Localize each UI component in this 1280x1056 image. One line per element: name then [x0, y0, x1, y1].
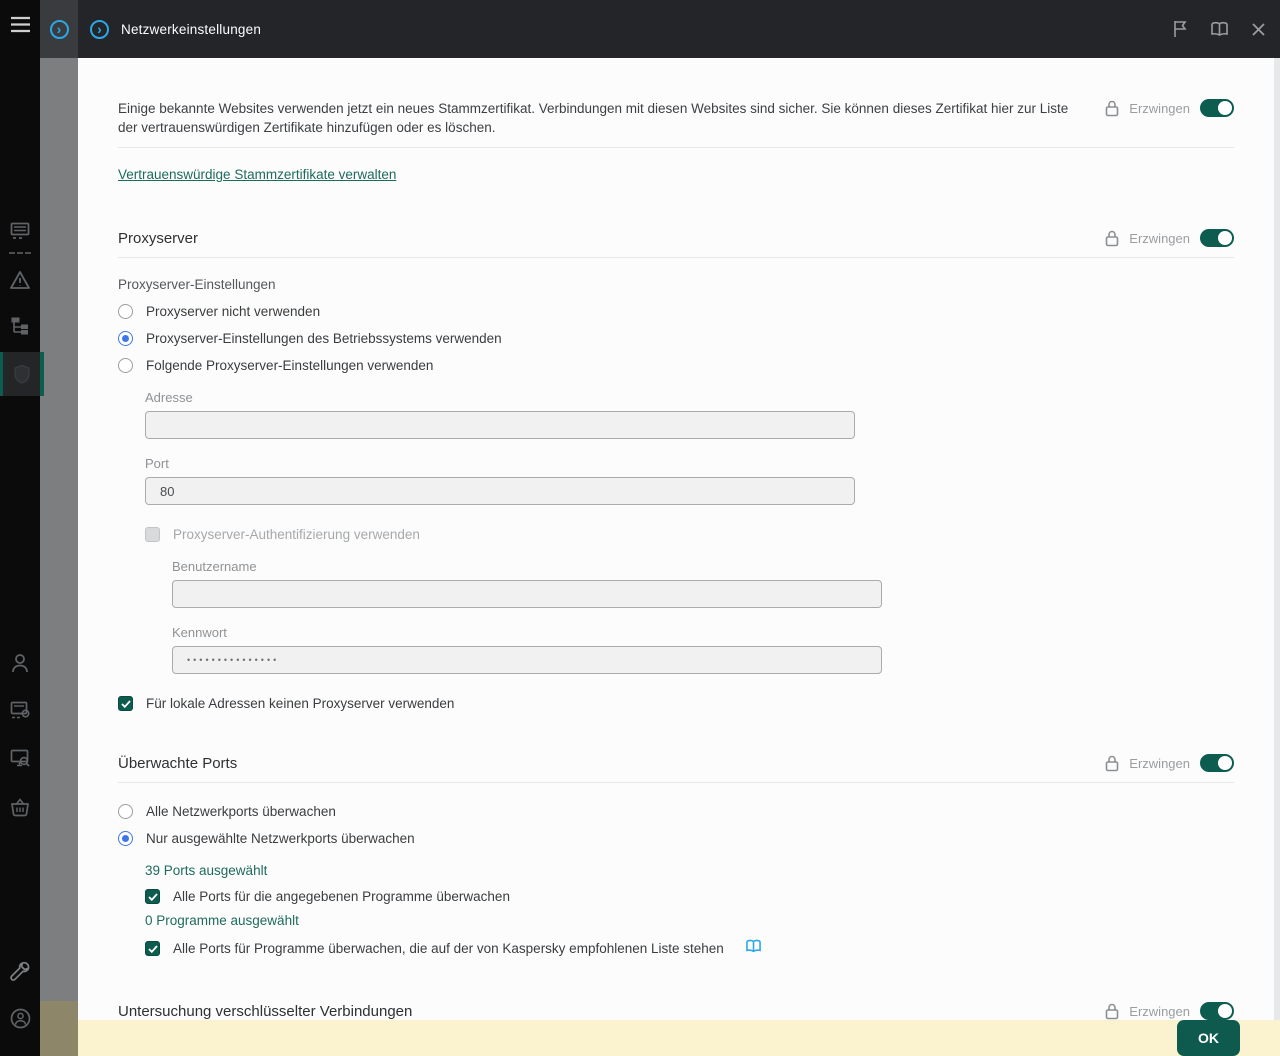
book-icon[interactable]: [1210, 21, 1229, 37]
enforce-label: Erzwingen: [1129, 755, 1190, 771]
proxy-option-none[interactable]: Proxyserver nicht verwenden: [118, 304, 1234, 319]
encrypted-toggle[interactable]: [1200, 1002, 1234, 1020]
enforce-label: Erzwingen: [1129, 100, 1190, 116]
hamburger-icon[interactable]: [0, 16, 40, 33]
policy-icon: ›: [90, 20, 109, 39]
proxy-auth-checkbox-row[interactable]: Proxyserver-Authentifizierung verwenden: [145, 527, 1234, 542]
warning-icon[interactable]: [0, 270, 40, 290]
wrench-icon[interactable]: [0, 961, 40, 981]
ports-option-all[interactable]: Alle Netzwerkports überwachen: [118, 804, 1234, 819]
ports-section-title: Überwachte Ports: [118, 754, 238, 772]
ports-toggle[interactable]: [1200, 754, 1234, 772]
encrypted-section-title: Untersuchung verschlüsselter Verbindungen: [118, 1002, 413, 1020]
password-input[interactable]: [172, 646, 882, 674]
active-policy-tab[interactable]: [40, 0, 78, 58]
ports-selected-link[interactable]: 39 Ports ausgewählt: [145, 863, 268, 878]
password-label: Kennwort: [172, 625, 227, 640]
address-label: Adresse: [145, 390, 193, 405]
lock-icon: [1105, 230, 1119, 247]
dimmed-background: [40, 58, 78, 1056]
proxy-option-custom[interactable]: Folgende Proxyserver-Einstellungen verwenden: [118, 358, 1234, 373]
shield-icon: [13, 364, 31, 384]
scrollbar[interactable]: [1274, 58, 1280, 1020]
enforce-control: [1105, 229, 1234, 247]
address-input[interactable]: [145, 411, 855, 439]
monitor-search-icon[interactable]: [0, 749, 40, 769]
proxy-toggle[interactable]: [1200, 229, 1234, 247]
username-input[interactable]: [172, 580, 882, 608]
certificate-toggle[interactable]: [1200, 99, 1234, 117]
flag-icon[interactable]: [1172, 20, 1188, 38]
divider: [118, 782, 1234, 783]
bypass-local-checkbox-row[interactable]: Für lokale Adressen keinen Proxyserver verwenden: [118, 696, 1234, 711]
radio-selected[interactable]: [118, 331, 133, 346]
enforce-control: [1105, 1002, 1234, 1020]
radio-unselected[interactable]: [118, 304, 133, 319]
policy-icon: ›: [50, 20, 69, 39]
dialog-footer: [78, 1020, 1280, 1056]
account-icon[interactable]: [0, 1008, 40, 1029]
page-title: Netzwerkeinstellungen: [121, 21, 262, 37]
enforce-control: [1105, 99, 1234, 117]
programs-selected-link[interactable]: 0 Programme ausgewählt: [145, 913, 299, 928]
window-gear-icon[interactable]: [0, 701, 40, 720]
hierarchy-icon[interactable]: [0, 316, 40, 336]
dimmed-footer: [40, 1001, 78, 1056]
close-icon[interactable]: [1251, 22, 1266, 37]
certificate-banner-text: Einige bekannte Websites verwenden jetzt ein neues Stammzertifikat. Verbindungen mit diesen Websites sind sicher. Sie können dieses Zertifikat hier zur Liste der vertrauenswürdigen Zertifikate hinzufügen oder es löschen.: [118, 101, 1069, 135]
radio-unselected[interactable]: [118, 358, 133, 373]
ok-button[interactable]: OK: [1177, 1020, 1240, 1056]
basket-icon[interactable]: [0, 798, 40, 817]
help-book-icon[interactable]: [745, 939, 762, 958]
enforce-label: Erzwingen: [1129, 1003, 1190, 1019]
network-settings-panel: [78, 58, 1280, 1056]
enforce-control: [1105, 754, 1234, 772]
divider: [118, 257, 1234, 258]
ports-option-selected[interactable]: Nur ausgewählte Netzwerkports überwachen: [118, 831, 1234, 846]
titlebar: [40, 0, 1280, 58]
lock-icon: [1105, 100, 1119, 117]
radio-selected[interactable]: [118, 831, 133, 846]
proxy-settings-label: Proxyserver-Einstellungen: [118, 277, 276, 292]
checkbox-checked[interactable]: [145, 941, 160, 956]
main-sidebar: [0, 0, 40, 1045]
manage-certificates-link[interactable]: Vertrauenswürdige Stammzertifikate verwalten: [118, 167, 397, 182]
checkbox-checked[interactable]: [118, 696, 133, 711]
checkbox-disabled[interactable]: [145, 527, 160, 542]
user-icon[interactable]: [0, 653, 40, 674]
sidebar-item-selected[interactable]: [0, 352, 40, 396]
proxy-option-system[interactable]: Proxyserver-Einstellungen des Betriebssystems verwenden: [118, 331, 1234, 346]
lock-icon: [1105, 755, 1119, 772]
enforce-label: Erzwingen: [1129, 230, 1190, 246]
devices-icon[interactable]: [0, 222, 40, 241]
checkbox-checked[interactable]: [145, 889, 160, 904]
radio-unselected[interactable]: [118, 804, 133, 819]
lock-icon: [1105, 1003, 1119, 1020]
port-label: Port: [145, 456, 169, 471]
username-label: Benutzername: [172, 559, 257, 574]
divider: [118, 147, 1234, 148]
sidebar-divider: [9, 252, 31, 254]
apps-ports-checkbox-row[interactable]: Alle Ports für die angegebenen Programme überwachen: [145, 889, 1234, 904]
proxy-section-title: Proxyserver: [118, 229, 199, 247]
recommended-ports-checkbox-row[interactable]: Alle Ports für Programme überwachen, die auf der von Kaspersky empfohlenen Liste stehen: [145, 939, 1234, 958]
port-input[interactable]: [145, 477, 855, 505]
selected-item-accent: [40, 352, 44, 396]
